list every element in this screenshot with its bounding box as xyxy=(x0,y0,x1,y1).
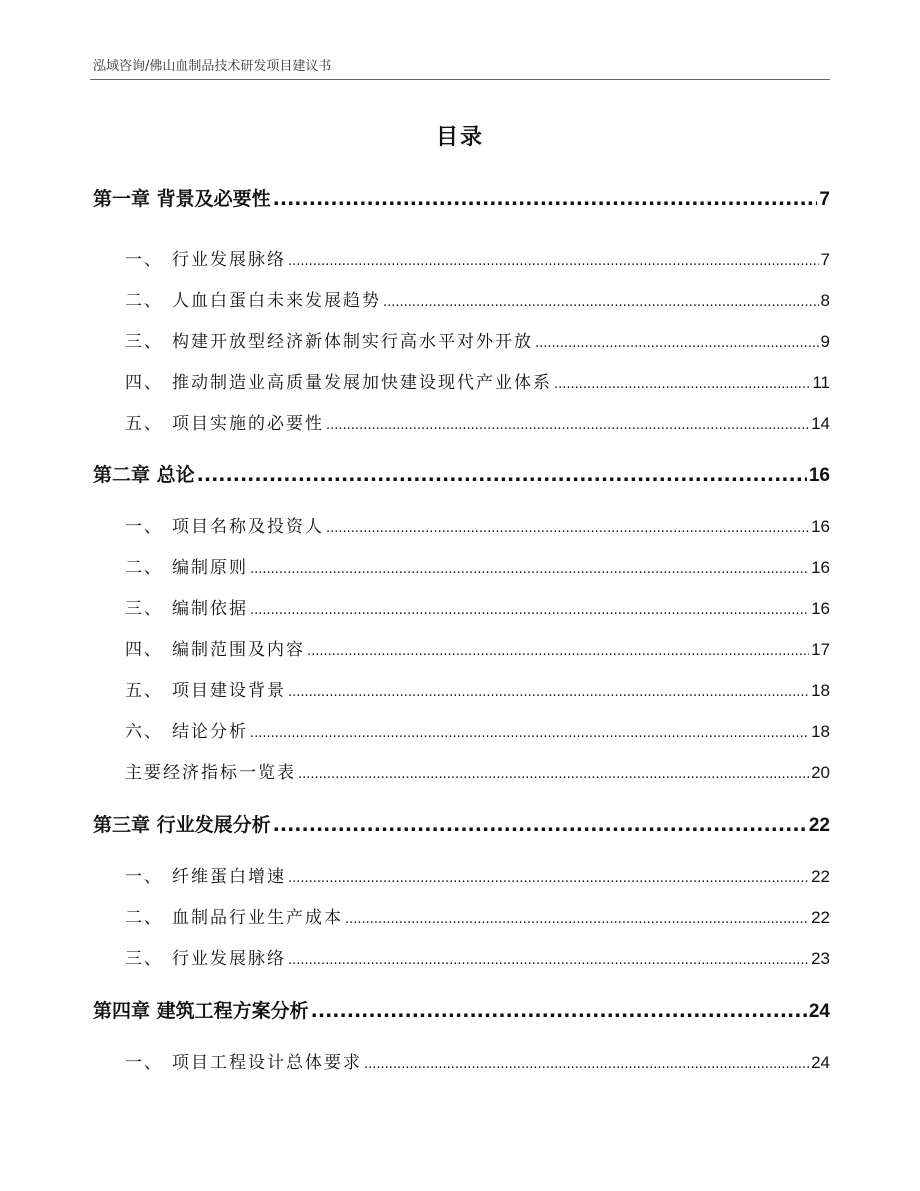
dot-leader xyxy=(345,912,809,927)
page-number: 16 xyxy=(808,465,830,486)
dot-leader xyxy=(288,685,809,700)
dot-leader xyxy=(307,644,809,659)
dot-leader xyxy=(250,562,809,577)
page-number: 20 xyxy=(811,763,830,782)
toc-section[interactable] xyxy=(125,862,830,887)
page-number: 18 xyxy=(811,681,830,700)
section-label: 主要经济指标一览表 xyxy=(125,763,296,783)
toc-section[interactable] xyxy=(125,512,830,537)
page-number: 16 xyxy=(811,599,830,618)
header-rule xyxy=(90,79,830,80)
toc-section[interactable] xyxy=(125,409,830,434)
section-number: 五、 xyxy=(125,414,163,434)
page-number: 18 xyxy=(811,722,830,741)
section-number: 六、 xyxy=(125,722,163,742)
section-label: 项目建设背景 xyxy=(172,681,286,701)
dot-leader xyxy=(535,336,819,351)
section-number: 四、 xyxy=(125,373,163,393)
toc-title: 目录 xyxy=(435,125,484,150)
dot-leader xyxy=(298,767,809,782)
toc-chapter[interactable] xyxy=(93,810,830,837)
section-number: 三、 xyxy=(125,332,163,352)
dot-leader xyxy=(250,603,809,618)
section-label: 项目名称及投资人 xyxy=(172,517,324,537)
page-number: 14 xyxy=(811,414,830,433)
toc-section[interactable] xyxy=(125,758,830,783)
section-number: 一、 xyxy=(125,867,163,887)
section-label: 纤维蛋白增速 xyxy=(172,867,286,887)
page-number: 16 xyxy=(811,517,830,536)
page-number: 17 xyxy=(811,640,830,659)
dot-leader xyxy=(273,814,807,836)
section-label: 血制品行业生产成本 xyxy=(172,908,343,928)
toc-section[interactable] xyxy=(125,245,830,270)
section-number: 三、 xyxy=(125,949,163,969)
section-number: 四、 xyxy=(125,640,163,660)
section-label: 编制范围及内容 xyxy=(172,640,305,660)
page-number: 24 xyxy=(811,1053,830,1072)
section-label: 行业发展脉络 xyxy=(172,949,286,969)
section-number: 三、 xyxy=(125,599,163,619)
dot-leader xyxy=(311,1000,807,1022)
dot-leader xyxy=(326,521,809,536)
dot-leader xyxy=(554,377,810,392)
section-number: 一、 xyxy=(125,250,163,270)
page-number: 7 xyxy=(819,189,830,210)
chapter-number: 第四章 xyxy=(93,1000,151,1022)
toc-chapter[interactable] xyxy=(93,184,830,211)
dot-leader xyxy=(364,1057,809,1072)
toc-section[interactable] xyxy=(125,327,830,352)
toc-section[interactable] xyxy=(125,286,830,311)
toc-chapter[interactable] xyxy=(93,460,830,487)
dot-leader xyxy=(288,953,809,968)
toc-chapter[interactable] xyxy=(93,996,830,1023)
page-number: 22 xyxy=(811,867,830,886)
chapter-label: 总论 xyxy=(156,464,195,486)
page-number: 22 xyxy=(811,908,830,927)
toc-section[interactable] xyxy=(125,903,830,928)
toc-section[interactable] xyxy=(125,676,830,701)
dot-leader xyxy=(250,726,809,741)
section-number: 五、 xyxy=(125,681,163,701)
section-number: 二、 xyxy=(125,558,163,578)
section-label: 人血白蛋白未来发展趋势 xyxy=(172,291,381,311)
toc-section[interactable] xyxy=(125,594,830,619)
section-label: 编制原则 xyxy=(172,558,248,578)
toc-section[interactable] xyxy=(125,1048,830,1073)
section-number: 一、 xyxy=(125,1053,163,1073)
chapter-number: 第二章 xyxy=(93,464,151,486)
dot-leader xyxy=(273,188,818,210)
section-number: 二、 xyxy=(125,291,163,311)
page-number: 22 xyxy=(808,815,830,836)
running-header: 泓域咨询/佛山血制品技术研发项目建议书 xyxy=(93,59,332,74)
toc-section[interactable] xyxy=(125,717,830,742)
section-label: 行业发展脉络 xyxy=(172,250,286,270)
page-number: 11 xyxy=(812,373,830,392)
chapter-label: 行业发展分析 xyxy=(156,814,271,836)
toc-section[interactable] xyxy=(125,944,830,969)
toc-section[interactable] xyxy=(125,553,830,578)
chapter-label: 背景及必要性 xyxy=(156,188,271,210)
dot-leader xyxy=(288,254,819,269)
section-label: 项目工程设计总体要求 xyxy=(172,1053,362,1073)
dot-leader xyxy=(197,464,807,486)
chapter-number: 第一章 xyxy=(93,188,151,210)
toc-section[interactable] xyxy=(125,635,830,660)
dot-leader xyxy=(383,295,819,310)
page-number: 16 xyxy=(811,558,830,577)
toc-section[interactable] xyxy=(125,368,830,393)
section-label: 编制依据 xyxy=(172,599,248,619)
section-number: 一、 xyxy=(125,517,163,537)
section-number: 二、 xyxy=(125,908,163,928)
section-label: 项目实施的必要性 xyxy=(172,414,324,434)
page-number: 8 xyxy=(820,291,830,310)
section-label: 推动制造业高质量发展加快建设现代产业体系 xyxy=(172,373,552,393)
page-number: 23 xyxy=(811,949,830,968)
page-number: 24 xyxy=(808,1001,830,1022)
page-number: 7 xyxy=(820,250,830,269)
section-label: 结论分析 xyxy=(172,722,248,742)
section-label: 构建开放型经济新体制实行高水平对外开放 xyxy=(172,332,533,352)
chapter-number: 第三章 xyxy=(93,814,151,836)
dot-leader xyxy=(288,871,809,886)
page-number: 9 xyxy=(820,332,830,351)
chapter-label: 建筑工程方案分析 xyxy=(156,1000,309,1022)
dot-leader xyxy=(326,418,809,433)
